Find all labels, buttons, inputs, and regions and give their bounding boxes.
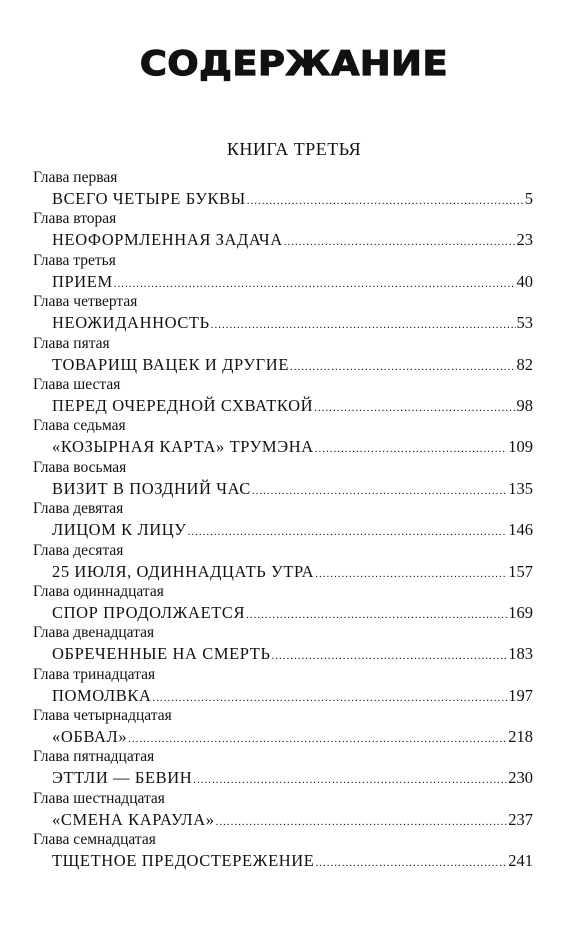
chapter-label: Глава четырнадцатая — [33, 707, 172, 725]
dot-leader — [211, 315, 516, 336]
toc-entry — [33, 541, 533, 582]
table-of-contents — [33, 168, 533, 872]
toc-entry — [33, 830, 533, 871]
page-number: 98 — [516, 395, 533, 415]
chapter-label: Глава пятая — [33, 334, 110, 352]
chapter-label: Глава семнадцатая — [33, 831, 156, 849]
toc-entry — [33, 334, 533, 375]
toc-entry — [33, 706, 533, 747]
chapter-line[interactable] — [52, 354, 533, 375]
chapter-title: «ОБВАЛ» — [52, 727, 128, 747]
dot-leader — [252, 481, 507, 502]
dot-leader — [272, 646, 508, 667]
dot-leader — [315, 564, 507, 585]
chapter-title: ТЩЕТНОЕ ПРЕДОСТЕРЕЖЕНИЕ — [52, 851, 315, 871]
toc-entry — [33, 458, 533, 499]
chapter-title: ВИЗИТ В ПОЗДНИЙ ЧАС — [52, 478, 251, 498]
chapter-label: Глава вторая — [33, 210, 117, 228]
chapter-line[interactable] — [52, 850, 533, 871]
page-number: 157 — [508, 561, 533, 581]
chapter-line[interactable] — [52, 395, 533, 416]
chapter-line[interactable] — [52, 478, 533, 499]
chapter-label: Глава пятнадцатая — [33, 748, 155, 766]
chapter-label: Глава седьмая — [33, 417, 126, 435]
chapter-label: Глава двенадцатая — [33, 624, 155, 642]
page-number: 40 — [516, 271, 533, 291]
dot-leader — [153, 688, 508, 709]
chapter-line[interactable] — [52, 602, 533, 623]
chapter-label: Глава первая — [33, 169, 118, 186]
chapter-title: «КОЗЫРНАЯ КАРТА» ТРУМЭНА — [52, 437, 314, 457]
dot-leader — [315, 439, 508, 460]
dot-leader — [128, 729, 507, 750]
chapter-line[interactable] — [52, 561, 533, 582]
page-number: 53 — [516, 313, 533, 333]
page-number: 5 — [524, 189, 533, 208]
chapter-label: Глава шестая — [33, 375, 121, 393]
chapter-title: ПОМОЛВКА — [52, 685, 152, 705]
dot-leader — [315, 853, 507, 874]
chapter-line[interactable] — [52, 685, 533, 706]
chapter-label: Глава одиннадцатая — [33, 582, 164, 600]
dot-leader — [246, 605, 507, 626]
page-number: 135 — [508, 478, 533, 498]
dot-leader — [188, 522, 508, 543]
dot-leader — [247, 191, 524, 212]
page-number: 218 — [508, 727, 533, 747]
chapter-line[interactable] — [52, 436, 533, 457]
chapter-title: СПОР ПРОДОЛЖАЕТСЯ — [52, 602, 246, 622]
chapter-title: НЕОЖИДАННОСТЬ — [52, 313, 210, 333]
toc-entry — [33, 747, 533, 788]
book-title: КНИГА ТРЕТЬЯ — [226, 139, 362, 159]
toc-entry — [33, 209, 533, 250]
chapter-title: «СМЕНА КАРАУЛА» — [52, 809, 215, 829]
page-number: 109 — [508, 437, 533, 457]
page-number: 23 — [516, 230, 533, 250]
toc-entry — [33, 168, 533, 209]
chapter-line[interactable] — [52, 229, 533, 250]
chapter-line[interactable] — [52, 726, 533, 747]
page-number: 82 — [516, 354, 533, 374]
chapter-line[interactable] — [52, 519, 533, 540]
chapter-title: ВСЕГО ЧЕТЫРЕ БУКВЫ — [52, 189, 246, 208]
toc-entry — [33, 499, 533, 540]
chapter-title: ЛИЦОМ К ЛИЦУ — [52, 520, 187, 540]
toc-entry — [33, 292, 533, 333]
chapter-label: Глава восьмая — [33, 458, 127, 476]
toc-entry — [33, 665, 533, 706]
chapter-title: 25 ИЮЛЯ, ОДИННАДЦАТЬ УТРА — [52, 561, 315, 581]
chapter-label: Глава десятая — [33, 541, 124, 559]
chapter-title: ОБРЕЧЕННЫЕ НА СМЕРТЬ — [52, 644, 271, 664]
dot-leader — [114, 274, 516, 295]
chapter-line[interactable] — [52, 767, 533, 788]
dot-leader — [216, 812, 508, 833]
page-number: 241 — [508, 851, 533, 871]
chapter-line[interactable] — [52, 271, 533, 292]
chapter-title: ТОВАРИЩ ВАЦЕК И ДРУГИЕ — [52, 354, 290, 374]
toc-entry — [33, 789, 533, 830]
chapter-line[interactable] — [52, 809, 533, 830]
chapter-line[interactable] — [52, 188, 533, 209]
page-number: 197 — [508, 685, 533, 705]
page-number: 230 — [508, 768, 533, 788]
toc-entry — [33, 582, 533, 623]
chapter-line[interactable] — [52, 643, 533, 664]
chapter-label: Глава тринадцатая — [33, 665, 156, 683]
page-number: 169 — [508, 602, 533, 622]
toc-entry — [33, 251, 533, 292]
dot-leader — [314, 398, 515, 419]
page-title: СОДЕРЖАНИЕ — [139, 44, 449, 84]
page-number: 146 — [508, 520, 533, 540]
dot-leader — [284, 232, 516, 253]
toc-entry — [33, 416, 533, 457]
chapter-title: ПРИЕМ — [52, 271, 113, 291]
chapter-label: Глава третья — [33, 251, 116, 269]
page-number: 183 — [508, 644, 533, 664]
chapter-title: НЕОФОРМЛЕННАЯ ЗАДАЧА — [52, 230, 283, 250]
chapter-label: Глава шестнадцатая — [33, 789, 165, 807]
dot-leader — [193, 770, 507, 791]
toc-entry — [33, 623, 533, 664]
toc-entry — [33, 375, 533, 416]
chapter-label: Глава четвертая — [33, 293, 138, 311]
chapter-line[interactable] — [52, 312, 533, 333]
chapter-label: Глава девятая — [33, 500, 124, 518]
dot-leader — [290, 357, 515, 378]
chapter-title: ПЕРЕД ОЧЕРЕДНОЙ СХВАТКОЙ — [52, 395, 314, 415]
chapter-title: ЭТТЛИ — БЕВИН — [52, 768, 193, 788]
page-number: 237 — [508, 809, 533, 829]
